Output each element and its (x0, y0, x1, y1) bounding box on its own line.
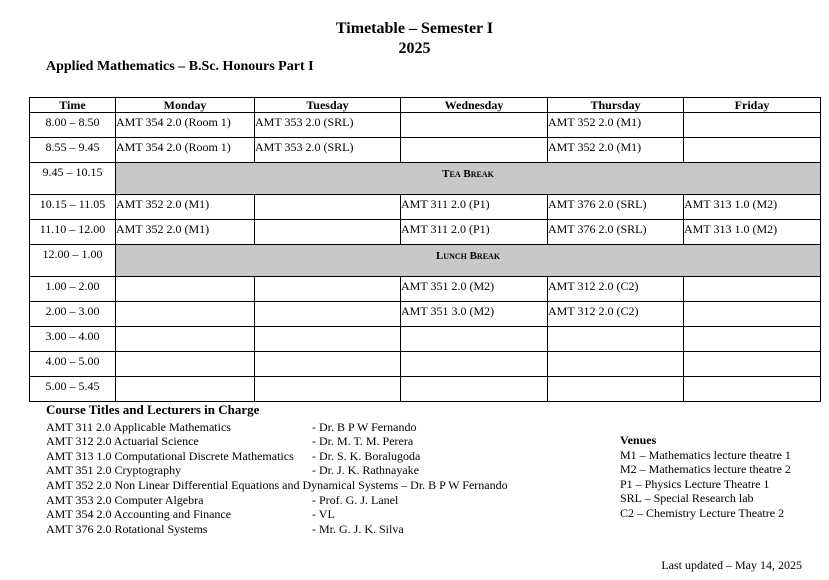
class-cell (401, 138, 548, 163)
time-slot: 5.00 – 5.45 (30, 377, 116, 402)
class-cell (116, 377, 255, 402)
course-lecturer: - VL (312, 507, 335, 522)
class-cell (548, 352, 684, 377)
venue-item: M1 – Mathematics lecture theatre 1 (620, 447, 791, 462)
class-cell (684, 352, 821, 377)
timetable-row (30, 195, 821, 220)
course-lecturer: - Dr. J. K. Rathnayake (312, 463, 419, 478)
class-cell (548, 327, 684, 352)
column-header-friday: Friday (684, 98, 821, 113)
class-cell: AMT 313 1.0 (M2) (684, 195, 821, 220)
class-cell (116, 327, 255, 352)
class-cell: AMT 376 2.0 (SRL) (548, 195, 684, 220)
class-cell (255, 327, 401, 352)
class-cell (684, 113, 821, 138)
course-lecturer: - Dr. M. T. M. Perera (312, 434, 414, 449)
class-cell (548, 377, 684, 402)
column-header-monday: Monday (116, 98, 255, 113)
break-label: Tea Break (116, 163, 821, 195)
course-title: AMT 353 2.0 Computer Algebra (46, 492, 204, 507)
timetable-row (30, 138, 821, 163)
class-cell (255, 277, 401, 302)
break-row (30, 163, 821, 195)
course-item (46, 522, 508, 537)
time-slot: 1.00 – 2.00 (30, 277, 116, 302)
time-slot: 12.00 – 1.00 (30, 245, 116, 277)
class-cell: AMT 311 2.0 (P1) (401, 220, 548, 245)
class-cell (684, 377, 821, 402)
class-cell: AMT 352 2.0 (M1) (548, 138, 684, 163)
course-title: AMT 354 2.0 Accounting and Finance (46, 507, 232, 522)
class-cell (255, 302, 401, 327)
class-cell (684, 277, 821, 302)
class-cell: AMT 354 2.0 (Room 1) (116, 113, 255, 138)
timetable-row (30, 302, 821, 327)
course-title: AMT 311 2.0 Applicable Mathematics (46, 419, 231, 434)
class-cell (401, 327, 548, 352)
course-lecturer: – Dr. B P W Fernando (401, 477, 508, 492)
time-slot: 10.15 – 11.05 (30, 195, 116, 220)
timetable (29, 97, 821, 402)
venue-item: M2 – Mathematics lecture theatre 2 (620, 462, 791, 477)
course-title: AMT 313 1.0 Computational Discrete Mathematics (46, 448, 294, 463)
class-cell: AMT 352 2.0 (M1) (548, 113, 684, 138)
class-cell: AMT 354 2.0 (Room 1) (116, 138, 255, 163)
class-cell: AMT 313 1.0 (M2) (684, 220, 821, 245)
class-cell: AMT 376 2.0 (SRL) (548, 220, 684, 245)
class-cell (684, 327, 821, 352)
class-cell: AMT 352 2.0 (M1) (116, 195, 255, 220)
column-header-wednesday: Wednesday (401, 98, 548, 113)
timetable-row (30, 113, 821, 138)
class-cell (255, 352, 401, 377)
course-lecturer: - Prof. G. J. Lanel (312, 492, 399, 507)
class-cell (116, 352, 255, 377)
time-slot: 9.45 – 10.15 (30, 163, 116, 195)
course-title: AMT 376 2.0 Rotational Systems (46, 521, 208, 536)
class-cell (116, 302, 255, 327)
time-slot: 2.00 – 3.00 (30, 302, 116, 327)
timetable-row (30, 327, 821, 352)
class-cell: AMT 312 2.0 (C2) (548, 277, 684, 302)
time-slot: 8.55 – 9.45 (30, 138, 116, 163)
course-item (46, 463, 508, 478)
venue-list-heading: Venues (620, 433, 657, 447)
time-slot: 4.00 – 5.00 (30, 352, 116, 377)
page-title: Timetable – Semester I (335, 20, 494, 37)
timetable-row (30, 377, 821, 402)
course-item (46, 449, 508, 464)
class-cell: AMT 353 2.0 (SRL) (255, 138, 401, 163)
course-title: AMT 352 2.0 Non Linear Differential Equations and Dynamical Systems (46, 477, 399, 492)
course-title: AMT 351 2.0 Cryptography (46, 463, 182, 478)
course-list-heading: Course Titles and Lecturers in Charge (46, 402, 260, 417)
class-cell (401, 377, 548, 402)
last-updated: Last updated – May 14, 2025 (661, 558, 802, 572)
class-cell: AMT 352 2.0 (M1) (116, 220, 255, 245)
venue-list (620, 433, 791, 521)
timetable-row (30, 277, 821, 302)
class-cell (255, 377, 401, 402)
class-cell (684, 138, 821, 163)
class-cell: AMT 351 3.0 (M2) (401, 302, 548, 327)
timetable-row (30, 352, 821, 377)
course-list (46, 403, 508, 536)
course-item (46, 420, 508, 435)
class-cell (401, 113, 548, 138)
class-cell: AMT 312 2.0 (C2) (548, 302, 684, 327)
class-cell: AMT 353 2.0 (SRL) (255, 113, 401, 138)
course-lecturer: - Dr. S. K. Boralugoda (312, 448, 421, 463)
break-label: Lunch Break (116, 245, 821, 277)
course-item (46, 507, 508, 522)
venue-item: P1 – Physics Lecture Theatre 1 (620, 476, 770, 491)
course-lecturer: - Dr. B P W Fernando (312, 419, 417, 434)
course-item (46, 478, 508, 493)
class-cell: AMT 351 2.0 (M2) (401, 277, 548, 302)
class-cell (684, 302, 821, 327)
page-subtitle: Applied Mathematics – B.Sc. Honours Part I (46, 59, 314, 74)
timetable-header-row (30, 98, 821, 113)
time-slot: 11.10 – 12.00 (30, 220, 116, 245)
timetable-row (30, 220, 821, 245)
venue-item: C2 – Chemistry Lecture Theatre 2 (620, 505, 785, 520)
time-slot: 8.00 – 8.50 (30, 113, 116, 138)
class-cell: AMT 311 2.0 (P1) (401, 195, 548, 220)
class-cell (255, 195, 401, 220)
class-cell (401, 352, 548, 377)
course-item (46, 493, 508, 508)
time-slot: 3.00 – 4.00 (30, 327, 116, 352)
class-cell (255, 220, 401, 245)
venue-item: SRL – Special Research lab (620, 491, 754, 506)
column-header-time: Time (30, 98, 116, 113)
column-header-thursday: Thursday (548, 98, 684, 113)
course-item (46, 434, 508, 449)
page-year: 2025 (398, 40, 431, 57)
break-row (30, 245, 821, 277)
course-lecturer: - Mr. G. J. K. Silva (312, 521, 404, 536)
course-title: AMT 312 2.0 Actuarial Science (46, 434, 199, 449)
class-cell (116, 277, 255, 302)
column-header-tuesday: Tuesday (255, 98, 401, 113)
